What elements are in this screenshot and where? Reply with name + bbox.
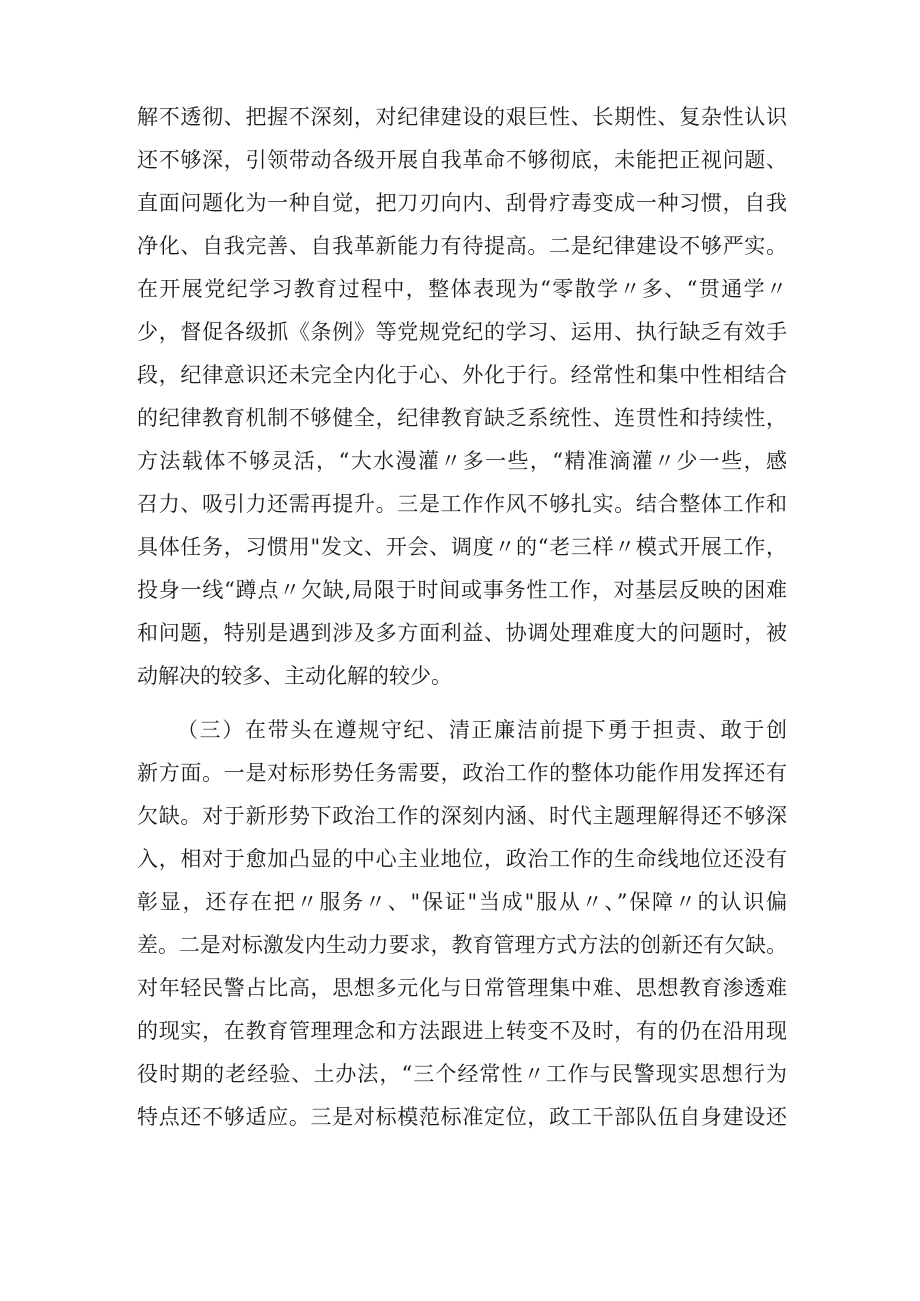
text-line: 特点还不够适应。三是对标模范标准定位，政工干部队伍自身建设还	[137, 1105, 787, 1129]
text-line: （三）在带头在遵规守纪、清正廉洁前提下勇于担责、敢于创	[177, 718, 787, 742]
text-line: 还不够深，引领带动各级开展自我革命不够彻底，未能把正视问题、	[137, 148, 787, 172]
text-line: 少，督促各级抓《条例》等党规党纪的学习、运用、执行缺乏有效手	[137, 320, 787, 344]
paragraph	[137, 709, 787, 1139]
text-line: 对年轻民警占比高，思想多元化与日常管理集中难、思想教育渗透难	[137, 976, 787, 1000]
text-line: 在开展党纪学习教育过程中，整体表现为“零散学〃多、“贯通学〃	[137, 277, 787, 301]
text-line: 召力、吸引力还需再提升。三是工作作风不够扎实。结合整体工作和	[137, 492, 787, 516]
text-line: 方法载体不够灵活，“大水漫灌〃多一些，“精准滴灌〃少一些，感	[137, 449, 787, 473]
text-line: 役时期的老经验、土办法，“三个经常性〃工作与民警现实思想行为	[137, 1062, 787, 1086]
text-line: 净化、自我完善、自我革新能力有待提高。二是纪律建设不够严实。	[137, 234, 787, 258]
text-line: 的现实，在教育管理理念和方法跟进上转变不及时，有的仍在沿用现	[137, 1019, 787, 1043]
text-line: 欠缺。对于新形势下政治工作的深刻内涵、时代主题理解得还不够深	[137, 804, 787, 828]
text-line: 解不透彻、把握不深刻，对纪律建设的艰巨性、长期性、复杂性认识	[137, 105, 787, 129]
text-line: 的纪律教育机制不够健全，纪律教育缺乏系统性、连贯性和持续性，	[137, 406, 787, 430]
text-line: 动解决的较多、主动化解的较少。	[137, 664, 452, 688]
text-line: 差。二是对标激发内生动力要求，教育管理方式方法的创新还有欠缺。	[137, 933, 787, 957]
text-line: 入，相对于愈加凸显的中心主业地位，政治工作的生命线地位还没有	[137, 847, 787, 871]
text-line: 段，纪律意识还未完全内化于心、外化于行。经常性和集中性相结合	[137, 363, 787, 387]
text-line: 投身一线“蹲点〃欠缺,局限于时间或事务性工作，对基层反映的困难	[137, 578, 787, 602]
text-line: 直面问题化为一种自觉，把刀刃向内、刮骨疗毒变成一种习惯，自我	[137, 191, 787, 215]
document-body	[137, 96, 787, 1139]
paragraph	[137, 96, 787, 698]
text-line: 彰显，还存在把〃服务〃、"保证"当成"服从〃、”保障〃的认识偏	[137, 890, 787, 914]
text-line: 和问题，特别是遇到涉及多方面利益、协调处理难度大的问题时，被	[137, 621, 787, 645]
text-line: 具体任务，习惯用"发文、开会、调度〃的“老三样〃模式开展工作，	[137, 535, 787, 559]
text-line: 新方面。一是对标形势任务需要，政治工作的整体功能作用发挥还有	[137, 761, 787, 785]
